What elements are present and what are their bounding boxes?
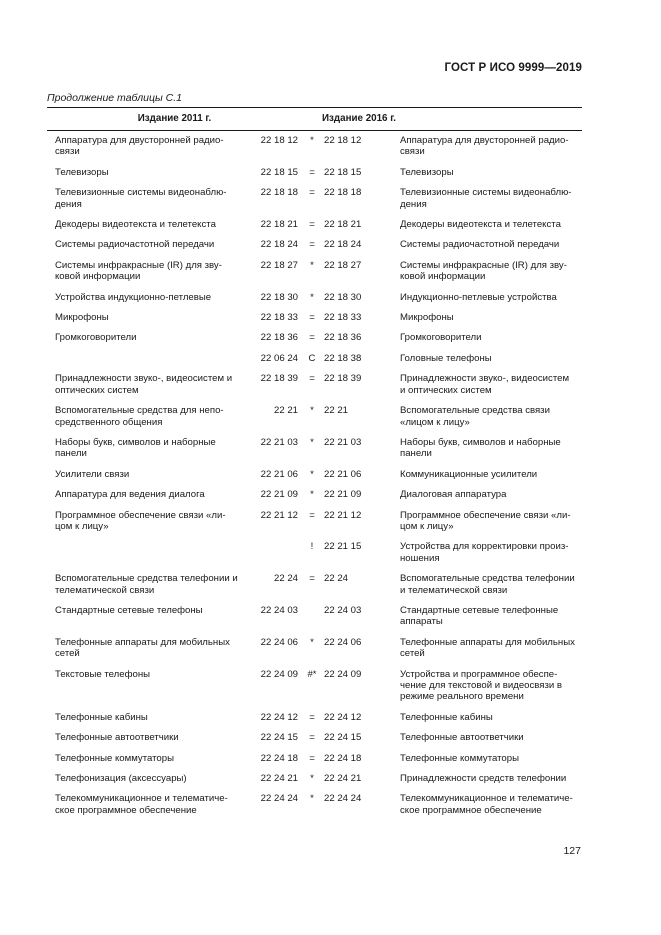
relation-mark-cell: = <box>309 373 315 385</box>
header-edition-2016: Издание 2016 г. <box>322 108 582 131</box>
name-2016-cell: Устройства и программное обеспе-чение для текстовой и видеосвязи в режиме реального времени <box>400 668 562 703</box>
name-2011-cell: Аппаратура для ведения диалога <box>55 489 205 501</box>
code-2011-cell: 22 18 33 <box>260 312 298 324</box>
code-2011-cell: 22 24 06 <box>260 636 298 648</box>
code-2011-cell: 22 24 21 <box>260 773 298 785</box>
code-2016-cell: 22 24 21 <box>324 773 362 785</box>
relation-mark-cell: * <box>310 436 314 448</box>
name-2016-cell: Индукционно-петлевые устройства <box>400 291 557 303</box>
name-2016-cell: Системы инфракрасные (IR) для зву-ковой информации <box>400 259 567 283</box>
relation-mark-cell: * <box>310 773 314 785</box>
table-row <box>47 664 582 707</box>
name-2011-cell <box>47 536 244 568</box>
name-2011-cell: Микрофоны <box>55 312 109 324</box>
code-2016-cell: 22 21 09 <box>324 489 362 501</box>
code-2011-cell: 22 18 36 <box>260 332 298 344</box>
table-row <box>47 131 582 162</box>
page-number: 127 <box>563 845 581 857</box>
name-2011-cell: Наборы букв, символов и наборные панели <box>55 436 216 460</box>
relation-mark-cell: C <box>308 352 316 364</box>
table-row <box>47 505 582 537</box>
name-2016-cell: Коммуникационные усилители <box>400 468 538 480</box>
code-2011-cell: 22 21 12 <box>260 509 298 521</box>
name-2011-cell: Усилители связи <box>55 468 130 480</box>
table-row <box>47 327 582 347</box>
relation-mark-cell: = <box>309 219 315 231</box>
table-row <box>47 464 582 484</box>
name-2016-cell: Декодеры видеотекста и телетекста <box>400 219 561 231</box>
name-2011-cell: Стандартные сетевые телефоны <box>55 604 203 616</box>
table-row <box>47 348 582 368</box>
name-2011-cell: Вспомогательные средства телефонии и телематической связи <box>55 573 238 596</box>
code-2016-cell: 22 21 12 <box>324 509 362 521</box>
table-row <box>47 568 582 600</box>
name-2011-cell: Телевизионные системы видеонаблю-дения <box>55 187 227 210</box>
name-2011-cell <box>47 348 244 368</box>
code-2016-cell: 22 24 18 <box>324 752 362 764</box>
name-2011-cell: Текстовые телефоны <box>55 668 151 680</box>
name-2011-cell: Телефонизация (аксессуары) <box>55 773 187 785</box>
relation-mark-cell: * <box>310 291 314 303</box>
code-2016-cell: 22 18 27 <box>324 259 362 271</box>
code-2011-cell: 22 24 18 <box>260 752 298 764</box>
name-2016-cell: Телефонные кабины <box>400 711 493 723</box>
name-2016-cell: Диалоговая аппаратура <box>400 489 507 501</box>
name-2011-cell: Телевизоры <box>55 166 109 178</box>
name-2016-cell: Микрофоны <box>400 312 454 324</box>
relation-mark-cell <box>302 600 322 632</box>
relation-mark-cell: = <box>309 509 315 521</box>
code-2016-cell: 22 24 <box>324 573 349 585</box>
code-2011-cell: 22 24 12 <box>260 711 298 723</box>
name-2016-cell: Телефонные автоответчики <box>400 732 524 744</box>
code-2016-cell: 22 18 18 <box>324 187 362 199</box>
code-2016-cell: 22 21 15 <box>324 541 362 553</box>
code-2011-cell: 22 24 24 <box>260 793 298 805</box>
code-2016-cell: 22 18 30 <box>324 291 362 303</box>
table-row <box>47 214 582 234</box>
code-2016-cell: 22 21 <box>324 405 349 417</box>
table-row <box>47 368 582 400</box>
name-2016-cell: Телевизоры <box>400 166 454 178</box>
name-2016-cell: Программное обеспечение связи «ли-цом к лицу» <box>400 509 571 532</box>
header-edition-2011: Издание 2011 г. <box>47 108 302 131</box>
code-2011-cell: 22 18 21 <box>260 219 298 231</box>
table-row <box>47 768 582 788</box>
code-2011-cell: 22 18 30 <box>260 291 298 303</box>
table-row <box>47 182 582 214</box>
code-2016-cell: 22 24 24 <box>324 793 362 805</box>
code-2011-cell: 22 06 24 <box>260 352 298 364</box>
code-2011-cell: 22 21 03 <box>260 436 298 448</box>
table-row <box>47 600 582 632</box>
table-row <box>47 632 582 664</box>
relation-mark-cell: #* <box>307 668 317 680</box>
code-2011-cell: 22 18 39 <box>260 373 298 385</box>
code-2016-cell: 22 24 12 <box>324 711 362 723</box>
name-2016-cell: Телекоммуникационное и телематиче-ское программное обеспечение <box>400 793 573 816</box>
code-2016-cell: 22 18 33 <box>324 312 362 324</box>
relation-mark-cell: * <box>310 636 314 648</box>
code-2016-cell: 22 21 03 <box>324 436 362 448</box>
table-row <box>47 788 582 820</box>
name-2016-cell: Телефонные аппараты для мобильных сетей <box>400 636 575 660</box>
table-header <box>47 108 582 131</box>
relation-mark-cell: = <box>309 711 315 723</box>
code-2011-cell: 22 18 24 <box>260 239 298 251</box>
code-2011-cell: 22 21 09 <box>260 489 298 501</box>
code-2011-cell: 22 18 15 <box>260 166 298 178</box>
relation-mark-cell: * <box>310 405 314 417</box>
relation-mark-cell: * <box>310 489 314 501</box>
code-2011-cell: 22 18 27 <box>260 259 298 271</box>
code-2011-cell <box>244 536 302 568</box>
code-2011-cell: 22 18 12 <box>260 135 298 146</box>
code-2016-cell: 22 18 15 <box>324 166 362 178</box>
name-2016-cell: Вспомогательные средства телефонии и телематической связи <box>400 573 575 596</box>
code-2016-cell: 22 24 09 <box>324 668 362 680</box>
name-2011-cell: Декодеры видеотекста и телетекста <box>55 219 216 231</box>
code-2016-cell: 22 24 15 <box>324 732 362 744</box>
relation-mark-cell: = <box>309 752 315 764</box>
relation-mark-cell: * <box>310 793 314 805</box>
name-2016-cell: Системы радиочастотной передачи <box>400 239 560 251</box>
name-2011-cell: Системы радиочастотной передачи <box>55 239 215 251</box>
table-row <box>47 748 582 768</box>
code-2011-cell: 22 21 <box>273 405 298 417</box>
table-row <box>47 727 582 747</box>
name-2016-cell: Вспомогательные средства связи «лицом к лицу» <box>400 405 550 428</box>
code-2016-cell: 22 18 36 <box>324 332 362 344</box>
name-2011-cell: Телефонные кабины <box>55 711 148 723</box>
name-2011-cell: Системы инфракрасные (IR) для зву-ковой информации <box>55 259 222 283</box>
code-2016-cell: 22 24 03 <box>324 604 362 616</box>
name-2011-cell: Телекоммуникационное и телематиче-ское программное обеспечение <box>55 793 228 816</box>
table-row <box>47 536 582 568</box>
name-2016-cell: Наборы букв, символов и наборные панели <box>400 436 561 460</box>
relation-mark-cell: = <box>309 166 315 178</box>
relation-mark-cell: ! <box>310 541 314 553</box>
code-2016-cell: 22 18 24 <box>324 239 362 251</box>
name-2011-cell: Программное обеспечение связи «ли-цом к лицу» <box>55 509 226 532</box>
relation-mark-cell: * <box>310 259 314 271</box>
table-row <box>47 400 582 432</box>
table-row <box>47 432 582 464</box>
name-2011-cell: Вспомогательные средства для непо-средственного общения <box>55 405 224 428</box>
table-row <box>47 707 582 727</box>
code-2016-cell: 22 18 39 <box>324 373 362 385</box>
name-2016-cell: Аппаратура для двусторонней радио-связи <box>400 135 569 158</box>
code-2011-cell: 22 24 03 <box>260 604 298 616</box>
table-row <box>47 287 582 307</box>
name-2016-cell: Телевизионные системы видеонаблю-дения <box>400 187 572 210</box>
name-2011-cell: Аппаратура для двусторонней радио-связи <box>55 135 224 158</box>
name-2016-cell: Головные телефоны <box>400 352 492 364</box>
code-2011-cell: 22 24 09 <box>260 668 298 680</box>
code-2016-cell: 22 18 12 <box>324 135 362 146</box>
code-2016-cell: 22 21 06 <box>324 468 362 480</box>
code-2011-cell: 22 24 <box>273 573 298 585</box>
code-2016-cell: 22 18 21 <box>324 219 362 231</box>
code-2011-cell: 22 21 06 <box>260 468 298 480</box>
name-2011-cell: Телефонные коммутаторы <box>55 752 174 764</box>
name-2016-cell: Громкоговорители <box>400 332 482 344</box>
name-2016-cell: Устройства для корректировки произ-ношения <box>400 541 569 564</box>
code-2016-cell: 22 24 06 <box>324 636 362 648</box>
table-row <box>47 255 582 287</box>
name-2016-cell: Телефонные коммутаторы <box>400 752 519 764</box>
relation-mark-cell: = <box>309 732 315 744</box>
relation-mark-cell: = <box>309 573 315 585</box>
table-row <box>47 307 582 327</box>
relation-mark-cell: = <box>309 187 315 199</box>
name-2016-cell: Принадлежности звуко-, видеосистем и оптических систем <box>400 373 570 396</box>
relation-mark-cell: = <box>309 239 315 251</box>
name-2011-cell: Телефонные автоответчики <box>55 732 179 744</box>
name-2011-cell: Громкоговорители <box>55 332 137 344</box>
table-caption: Продолжение таблицы С.1 <box>47 92 182 104</box>
name-2016-cell: Принадлежности средств телефонии <box>400 773 567 785</box>
table-row <box>47 484 582 504</box>
relation-mark-cell: * <box>310 468 314 480</box>
relation-mark-cell: * <box>310 135 314 146</box>
name-2011-cell: Телефонные аппараты для мобильных сетей <box>55 636 230 660</box>
table-row <box>47 234 582 254</box>
code-2011-cell: 22 24 15 <box>260 732 298 744</box>
name-2016-cell: Стандартные сетевые телефонные аппараты <box>400 604 559 628</box>
code-2011-cell: 22 18 18 <box>260 187 298 199</box>
document-header: ГОСТ Р ИСО 9999—2019 <box>444 62 582 74</box>
table-row <box>47 162 582 182</box>
correspondence-table <box>47 107 582 820</box>
relation-mark-cell: = <box>309 312 315 324</box>
name-2011-cell: Устройства индукционно-петлевые <box>55 291 212 303</box>
name-2011-cell: Принадлежности звуко-, видеосистем и оптических систем <box>55 373 233 396</box>
relation-mark-cell: = <box>309 332 315 344</box>
code-2016-cell: 22 18 38 <box>324 352 362 364</box>
table-body <box>47 131 582 821</box>
